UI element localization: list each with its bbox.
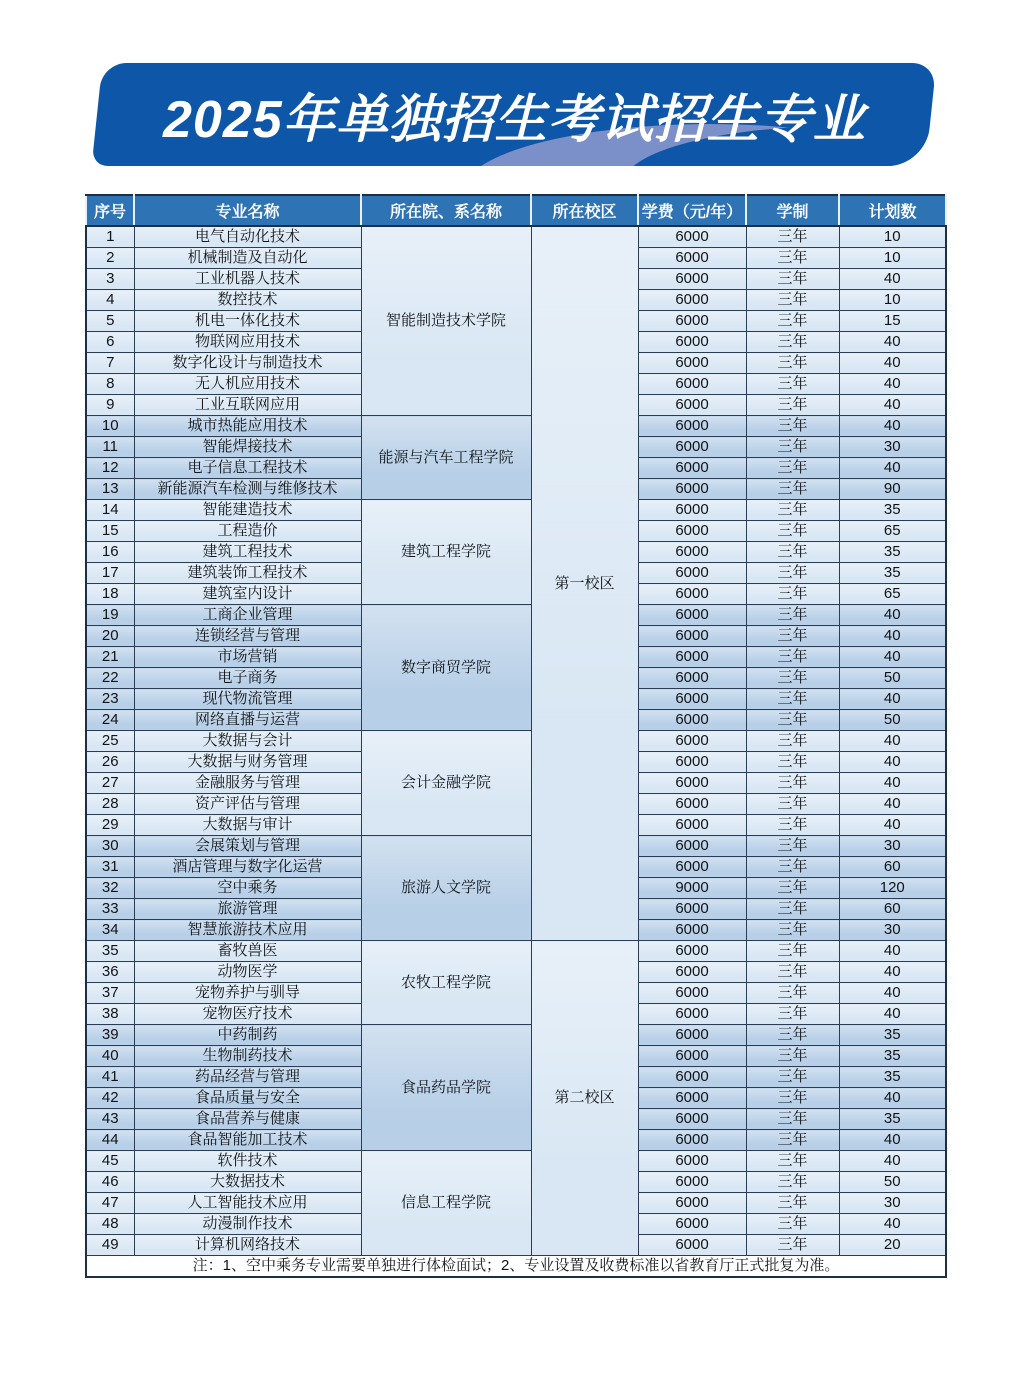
major-cell: 机电一体化技术 (134, 311, 361, 332)
plan-cell: 40 (839, 353, 946, 374)
tuition-cell: 6000 (638, 794, 746, 815)
major-cell: 大数据与审计 (134, 815, 361, 836)
plan-cell: 40 (839, 794, 946, 815)
major-cell: 电气自动化技术 (134, 226, 361, 248)
row-number-cell: 10 (86, 416, 134, 437)
major-cell: 酒店管理与数字化运营 (134, 857, 361, 878)
campus-cell: 第一校区 (531, 226, 638, 941)
major-cell: 工业机器人技术 (134, 269, 361, 290)
tuition-cell: 6000 (638, 563, 746, 584)
duration-cell: 三年 (746, 605, 839, 626)
tuition-cell: 6000 (638, 248, 746, 269)
row-number-cell: 37 (86, 983, 134, 1004)
row-number-cell: 49 (86, 1235, 134, 1256)
column-header-col-plan: 计划数 (839, 195, 946, 226)
plan-cell: 10 (839, 226, 946, 248)
column-header-col-seq: 序号 (86, 195, 134, 226)
major-cell: 大数据技术 (134, 1172, 361, 1193)
duration-cell: 三年 (746, 584, 839, 605)
tuition-cell: 6000 (638, 1004, 746, 1025)
tuition-cell: 6000 (638, 752, 746, 773)
column-header-col-duration: 学制 (746, 195, 839, 226)
duration-cell: 三年 (746, 353, 839, 374)
major-cell: 动漫制作技术 (134, 1214, 361, 1235)
duration-cell: 三年 (746, 899, 839, 920)
plan-cell: 35 (839, 1046, 946, 1067)
row-number-cell: 13 (86, 479, 134, 500)
duration-cell: 三年 (746, 815, 839, 836)
duration-cell: 三年 (746, 710, 839, 731)
plan-cell: 40 (839, 626, 946, 647)
major-cell: 人工智能技术应用 (134, 1193, 361, 1214)
duration-cell: 三年 (746, 1130, 839, 1151)
major-cell: 空中乘务 (134, 878, 361, 899)
row-number-cell: 2 (86, 248, 134, 269)
college-cell: 会计金融学院 (361, 731, 531, 836)
plan-cell: 40 (839, 1214, 946, 1235)
major-cell: 数字化设计与制造技术 (134, 353, 361, 374)
plan-cell: 40 (839, 1088, 946, 1109)
major-cell: 中药制药 (134, 1025, 361, 1046)
duration-cell: 三年 (746, 983, 839, 1004)
major-cell: 食品智能加工技术 (134, 1130, 361, 1151)
duration-cell: 三年 (746, 962, 839, 983)
plan-cell: 40 (839, 962, 946, 983)
tuition-cell: 6000 (638, 1130, 746, 1151)
plan-cell: 40 (839, 1004, 946, 1025)
major-cell: 无人机应用技术 (134, 374, 361, 395)
row-number-cell: 23 (86, 689, 134, 710)
row-number-cell: 22 (86, 668, 134, 689)
tuition-cell: 6000 (638, 647, 746, 668)
duration-cell: 三年 (746, 374, 839, 395)
row-number-cell: 40 (86, 1046, 134, 1067)
plan-cell: 40 (839, 941, 946, 962)
tuition-cell: 6000 (638, 1151, 746, 1172)
tuition-cell: 6000 (638, 857, 746, 878)
duration-cell: 三年 (746, 1067, 839, 1088)
admissions-table-wrapper (85, 194, 945, 1278)
row-number-cell: 15 (86, 521, 134, 542)
tuition-cell: 6000 (638, 542, 746, 563)
plan-cell: 30 (839, 1193, 946, 1214)
tuition-cell: 6000 (638, 584, 746, 605)
tuition-cell: 6000 (638, 1214, 746, 1235)
row-number-cell: 18 (86, 584, 134, 605)
row-number-cell: 33 (86, 899, 134, 920)
major-cell: 食品质量与安全 (134, 1088, 361, 1109)
duration-cell: 三年 (746, 1193, 839, 1214)
table-row (86, 500, 946, 521)
major-cell: 城市热能应用技术 (134, 416, 361, 437)
plan-cell: 40 (839, 605, 946, 626)
plan-cell: 20 (839, 1235, 946, 1256)
duration-cell: 三年 (746, 689, 839, 710)
row-number-cell: 24 (86, 710, 134, 731)
college-cell: 食品药品学院 (361, 1025, 531, 1151)
plan-cell: 40 (839, 374, 946, 395)
major-cell: 智能焊接技术 (134, 437, 361, 458)
row-number-cell: 6 (86, 332, 134, 353)
major-cell: 生物制药技术 (134, 1046, 361, 1067)
table-row (86, 836, 946, 857)
tuition-cell: 6000 (638, 1109, 746, 1130)
plan-cell: 40 (839, 752, 946, 773)
duration-cell: 三年 (746, 794, 839, 815)
major-cell: 会展策划与管理 (134, 836, 361, 857)
duration-cell: 三年 (746, 542, 839, 563)
row-number-cell: 34 (86, 920, 134, 941)
major-cell: 电子信息工程技术 (134, 458, 361, 479)
plan-cell: 40 (839, 731, 946, 752)
plan-cell: 50 (839, 710, 946, 731)
major-cell: 连锁经营与管理 (134, 626, 361, 647)
plan-cell: 50 (839, 1172, 946, 1193)
tuition-cell: 6000 (638, 689, 746, 710)
tuition-cell: 6000 (638, 353, 746, 374)
table-row (86, 1025, 946, 1046)
duration-cell: 三年 (746, 395, 839, 416)
plan-cell: 15 (839, 311, 946, 332)
duration-cell: 三年 (746, 731, 839, 752)
duration-cell: 三年 (746, 836, 839, 857)
row-number-cell: 39 (86, 1025, 134, 1046)
row-number-cell: 8 (86, 374, 134, 395)
major-cell: 新能源汽车检测与维修技术 (134, 479, 361, 500)
campus-cell: 第二校区 (531, 941, 638, 1256)
row-number-cell: 4 (86, 290, 134, 311)
major-cell: 物联网应用技术 (134, 332, 361, 353)
table-body (86, 226, 946, 1256)
row-number-cell: 19 (86, 605, 134, 626)
college-cell: 建筑工程学院 (361, 500, 531, 605)
duration-cell: 三年 (746, 521, 839, 542)
tuition-cell: 6000 (638, 1088, 746, 1109)
major-cell: 资产评估与管理 (134, 794, 361, 815)
duration-cell: 三年 (746, 226, 839, 248)
row-number-cell: 36 (86, 962, 134, 983)
tuition-cell: 6000 (638, 962, 746, 983)
duration-cell: 三年 (746, 248, 839, 269)
tuition-cell: 6000 (638, 521, 746, 542)
row-number-cell: 7 (86, 353, 134, 374)
page-title: 2025年单独招生考试招生专业 (162, 91, 866, 149)
duration-cell: 三年 (746, 311, 839, 332)
college-cell: 旅游人文学院 (361, 836, 531, 941)
major-cell: 数控技术 (134, 290, 361, 311)
plan-cell: 10 (839, 290, 946, 311)
plan-cell: 65 (839, 584, 946, 605)
tuition-cell: 6000 (638, 836, 746, 857)
tuition-cell: 6000 (638, 1025, 746, 1046)
column-header-col-campus: 所在校区 (531, 195, 638, 226)
tuition-cell: 6000 (638, 920, 746, 941)
major-cell: 动物医学 (134, 962, 361, 983)
row-number-cell: 1 (86, 226, 134, 248)
row-number-cell: 17 (86, 563, 134, 584)
row-number-cell: 46 (86, 1172, 134, 1193)
major-cell: 电子商务 (134, 668, 361, 689)
major-cell: 市场营销 (134, 647, 361, 668)
plan-cell: 40 (839, 1130, 946, 1151)
row-number-cell: 26 (86, 752, 134, 773)
title-banner (92, 63, 937, 166)
row-number-cell: 42 (86, 1088, 134, 1109)
row-number-cell: 29 (86, 815, 134, 836)
plan-cell: 40 (839, 983, 946, 1004)
duration-cell: 三年 (746, 416, 839, 437)
tuition-cell: 6000 (638, 815, 746, 836)
row-number-cell: 11 (86, 437, 134, 458)
admissions-table (85, 194, 947, 1278)
tuition-cell: 6000 (638, 710, 746, 731)
table-row (86, 941, 946, 962)
tuition-cell: 6000 (638, 1193, 746, 1214)
row-number-cell: 32 (86, 878, 134, 899)
duration-cell: 三年 (746, 563, 839, 584)
major-cell: 金融服务与管理 (134, 773, 361, 794)
duration-cell: 三年 (746, 1235, 839, 1256)
major-cell: 网络直播与运营 (134, 710, 361, 731)
column-header-col-major: 专业名称 (134, 195, 361, 226)
major-cell: 工业互联网应用 (134, 395, 361, 416)
duration-cell: 三年 (746, 773, 839, 794)
table-row (86, 731, 946, 752)
table-footer (86, 1256, 946, 1278)
duration-cell: 三年 (746, 920, 839, 941)
major-cell: 大数据与财务管理 (134, 752, 361, 773)
row-number-cell: 16 (86, 542, 134, 563)
plan-cell: 35 (839, 1067, 946, 1088)
tuition-cell: 6000 (638, 226, 746, 248)
plan-cell: 120 (839, 878, 946, 899)
plan-cell: 40 (839, 815, 946, 836)
duration-cell: 三年 (746, 290, 839, 311)
row-number-cell: 41 (86, 1067, 134, 1088)
row-number-cell: 3 (86, 269, 134, 290)
duration-cell: 三年 (746, 878, 839, 899)
header-row (86, 195, 946, 226)
plan-cell: 40 (839, 269, 946, 290)
row-number-cell: 47 (86, 1193, 134, 1214)
tuition-cell: 6000 (638, 899, 746, 920)
plan-cell: 40 (839, 1151, 946, 1172)
plan-cell: 40 (839, 395, 946, 416)
plan-cell: 40 (839, 773, 946, 794)
plan-cell: 65 (839, 521, 946, 542)
tuition-cell: 6000 (638, 458, 746, 479)
plan-cell: 30 (839, 920, 946, 941)
duration-cell: 三年 (746, 752, 839, 773)
tuition-cell: 6000 (638, 269, 746, 290)
table-header (86, 195, 946, 226)
duration-cell: 三年 (746, 437, 839, 458)
tuition-cell: 6000 (638, 731, 746, 752)
plan-cell: 40 (839, 458, 946, 479)
major-cell: 建筑室内设计 (134, 584, 361, 605)
duration-cell: 三年 (746, 1046, 839, 1067)
duration-cell: 三年 (746, 479, 839, 500)
plan-cell: 35 (839, 500, 946, 521)
row-number-cell: 45 (86, 1151, 134, 1172)
row-number-cell: 28 (86, 794, 134, 815)
table-note: 注：1、空中乘务专业需要单独进行体检面试；2、专业设置及收费标准以省教育厅正式批复为准。 (86, 1256, 946, 1278)
row-number-cell: 38 (86, 1004, 134, 1025)
plan-cell: 35 (839, 542, 946, 563)
tuition-cell: 6000 (638, 1067, 746, 1088)
row-number-cell: 9 (86, 395, 134, 416)
plan-cell: 40 (839, 416, 946, 437)
tuition-cell: 6000 (638, 395, 746, 416)
tuition-cell: 6000 (638, 416, 746, 437)
row-number-cell: 44 (86, 1130, 134, 1151)
column-header-col-college: 所在院、系名称 (361, 195, 531, 226)
tuition-cell: 6000 (638, 626, 746, 647)
major-cell: 工商企业管理 (134, 605, 361, 626)
duration-cell: 三年 (746, 941, 839, 962)
tuition-cell: 6000 (638, 479, 746, 500)
major-cell: 宠物医疗技术 (134, 1004, 361, 1025)
major-cell: 建筑装饰工程技术 (134, 563, 361, 584)
row-number-cell: 25 (86, 731, 134, 752)
plan-cell: 30 (839, 437, 946, 458)
column-header-col-tuition: 学费（元/年） (638, 195, 746, 226)
table-row (86, 226, 946, 248)
tuition-cell: 6000 (638, 374, 746, 395)
tuition-cell: 6000 (638, 332, 746, 353)
major-cell: 软件技术 (134, 1151, 361, 1172)
college-cell: 信息工程学院 (361, 1151, 531, 1256)
duration-cell: 三年 (746, 1151, 839, 1172)
duration-cell: 三年 (746, 626, 839, 647)
plan-cell: 60 (839, 857, 946, 878)
duration-cell: 三年 (746, 1214, 839, 1235)
row-number-cell: 30 (86, 836, 134, 857)
major-cell: 计算机网络技术 (134, 1235, 361, 1256)
table-row (86, 1151, 946, 1172)
table-row (86, 605, 946, 626)
note-row (86, 1256, 946, 1278)
duration-cell: 三年 (746, 269, 839, 290)
plan-cell: 60 (839, 899, 946, 920)
tuition-cell: 6000 (638, 290, 746, 311)
row-number-cell: 35 (86, 941, 134, 962)
major-cell: 大数据与会计 (134, 731, 361, 752)
major-cell: 宠物养护与驯导 (134, 983, 361, 1004)
row-number-cell: 43 (86, 1109, 134, 1130)
tuition-cell: 6000 (638, 1172, 746, 1193)
major-cell: 畜牧兽医 (134, 941, 361, 962)
major-cell: 现代物流管理 (134, 689, 361, 710)
row-number-cell: 5 (86, 311, 134, 332)
row-number-cell: 20 (86, 626, 134, 647)
tuition-cell: 6000 (638, 668, 746, 689)
duration-cell: 三年 (746, 647, 839, 668)
plan-cell: 30 (839, 836, 946, 857)
plan-cell: 40 (839, 332, 946, 353)
major-cell: 药品经营与管理 (134, 1067, 361, 1088)
table-row (86, 416, 946, 437)
tuition-cell: 6000 (638, 605, 746, 626)
major-cell: 机械制造及自动化 (134, 248, 361, 269)
plan-cell: 35 (839, 1109, 946, 1130)
duration-cell: 三年 (746, 857, 839, 878)
plan-cell: 40 (839, 647, 946, 668)
tuition-cell: 6000 (638, 983, 746, 1004)
tuition-cell: 6000 (638, 773, 746, 794)
duration-cell: 三年 (746, 1004, 839, 1025)
row-number-cell: 12 (86, 458, 134, 479)
college-cell: 数字商贸学院 (361, 605, 531, 731)
plan-cell: 90 (839, 479, 946, 500)
tuition-cell: 6000 (638, 437, 746, 458)
plan-cell: 10 (839, 248, 946, 269)
tuition-cell: 6000 (638, 500, 746, 521)
duration-cell: 三年 (746, 1088, 839, 1109)
college-cell: 能源与汽车工程学院 (361, 416, 531, 500)
plan-cell: 35 (839, 1025, 946, 1046)
tuition-cell: 6000 (638, 1046, 746, 1067)
row-number-cell: 14 (86, 500, 134, 521)
major-cell: 工程造价 (134, 521, 361, 542)
row-number-cell: 27 (86, 773, 134, 794)
duration-cell: 三年 (746, 458, 839, 479)
major-cell: 食品营养与健康 (134, 1109, 361, 1130)
duration-cell: 三年 (746, 500, 839, 521)
major-cell: 建筑工程技术 (134, 542, 361, 563)
plan-cell: 40 (839, 689, 946, 710)
tuition-cell: 6000 (638, 941, 746, 962)
row-number-cell: 21 (86, 647, 134, 668)
tuition-cell: 6000 (638, 1235, 746, 1256)
duration-cell: 三年 (746, 332, 839, 353)
major-cell: 智慧旅游技术应用 (134, 920, 361, 941)
row-number-cell: 31 (86, 857, 134, 878)
plan-cell: 35 (839, 563, 946, 584)
college-cell: 农牧工程学院 (361, 941, 531, 1025)
major-cell: 旅游管理 (134, 899, 361, 920)
row-number-cell: 48 (86, 1214, 134, 1235)
duration-cell: 三年 (746, 1025, 839, 1046)
tuition-cell: 6000 (638, 311, 746, 332)
duration-cell: 三年 (746, 1109, 839, 1130)
tuition-cell: 9000 (638, 878, 746, 899)
plan-cell: 50 (839, 668, 946, 689)
college-cell: 智能制造技术学院 (361, 226, 531, 416)
major-cell: 智能建造技术 (134, 500, 361, 521)
duration-cell: 三年 (746, 1172, 839, 1193)
duration-cell: 三年 (746, 668, 839, 689)
